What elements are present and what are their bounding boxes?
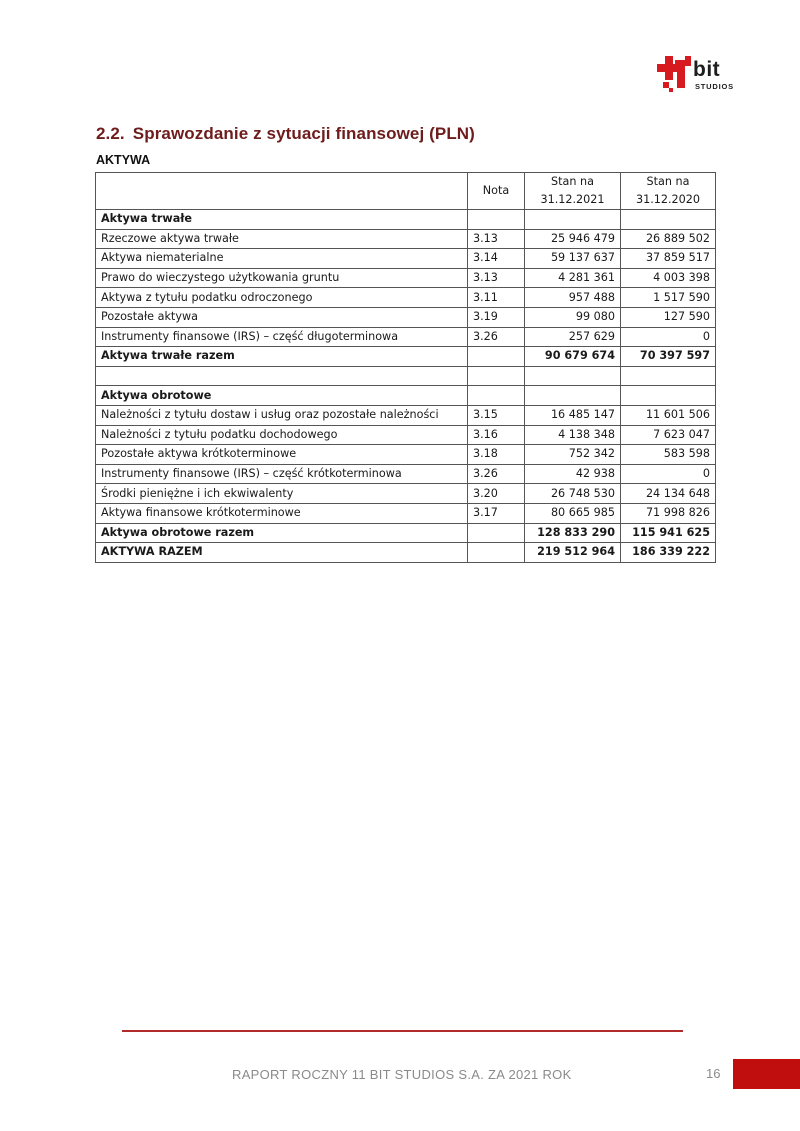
logo-mark-icon (655, 54, 695, 94)
table-row (96, 327, 716, 347)
row-value-2021: 957 488 (525, 288, 621, 308)
row-nota (468, 523, 525, 543)
logo-wordmark: bit (693, 58, 721, 81)
row-label: Pozostałe aktywa (96, 307, 468, 327)
row-label: Aktywa z tytułu podatku odroczonego (96, 288, 468, 308)
table-row (96, 268, 716, 288)
footer-divider (122, 1030, 683, 1032)
table-row (96, 229, 716, 249)
header-2020 (621, 173, 716, 210)
table-row (96, 405, 716, 425)
table-row (96, 503, 716, 523)
row-value-2020: 583 598 (621, 445, 716, 465)
row-value-2021 (525, 386, 621, 406)
row-value-2020 (621, 386, 716, 406)
table-row (96, 445, 716, 465)
row-nota (468, 366, 525, 386)
row-value-2021: 42 938 (525, 464, 621, 484)
row-value-2020 (621, 210, 716, 230)
row-nota: 3.11 (468, 288, 525, 308)
row-value-2020: 7 623 047 (621, 425, 716, 445)
row-value-2020: 4 003 398 (621, 268, 716, 288)
header-2021-line2: 31.12.2021 (540, 193, 605, 206)
table-row (96, 288, 716, 308)
row-nota: 3.13 (468, 268, 525, 288)
row-value-2021: 80 665 985 (525, 503, 621, 523)
row-value-2021: 128 833 290 (525, 523, 621, 543)
row-nota: 3.19 (468, 307, 525, 327)
row-nota: 3.15 (468, 405, 525, 425)
table-row (96, 543, 716, 563)
row-value-2021: 4 138 348 (525, 425, 621, 445)
row-label: Aktywa obrotowe razem (96, 523, 468, 543)
row-nota: 3.16 (468, 425, 525, 445)
row-label: Należności z tytułu podatku dochodowego (96, 425, 468, 445)
table-row (96, 425, 716, 445)
row-nota: 3.20 (468, 484, 525, 504)
row-value-2020: 115 941 625 (621, 523, 716, 543)
row-nota: 3.14 (468, 249, 525, 269)
row-value-2021: 59 137 637 (525, 249, 621, 269)
row-value-2021 (525, 210, 621, 230)
row-value-2020: 11 601 506 (621, 405, 716, 425)
company-logo (655, 54, 737, 100)
row-label: AKTYWA RAZEM (96, 543, 468, 563)
row-value-2020: 24 134 648 (621, 484, 716, 504)
table-header-row (96, 173, 716, 210)
row-nota (468, 347, 525, 367)
section-heading (96, 124, 475, 144)
footer-report-title: RAPORT ROCZNY 11 BIT STUDIOS S.A. ZA 2021 ROK (232, 1067, 572, 1082)
row-value-2021: 90 679 674 (525, 347, 621, 367)
row-label: Rzeczowe aktywa trwałe (96, 229, 468, 249)
row-value-2020: 1 517 590 (621, 288, 716, 308)
row-value-2020 (621, 366, 716, 386)
row-value-2021: 25 946 479 (525, 229, 621, 249)
page-accent-bar (733, 1059, 800, 1089)
page-number: 16 (706, 1066, 721, 1081)
row-nota: 3.18 (468, 445, 525, 465)
row-nota: 3.26 (468, 327, 525, 347)
table-row (96, 366, 716, 386)
header-label-cell (96, 173, 468, 210)
row-nota: 3.17 (468, 503, 525, 523)
table-subtitle: AKTYWA (96, 153, 151, 167)
row-value-2021 (525, 366, 621, 386)
row-label: Należności z tytułu dostaw i usług oraz pozostałe należności (96, 405, 468, 425)
row-nota (468, 386, 525, 406)
table-row (96, 210, 716, 230)
row-value-2020: 70 397 597 (621, 347, 716, 367)
row-label: Prawo do wieczystego użytkowania gruntu (96, 268, 468, 288)
row-value-2020: 37 859 517 (621, 249, 716, 269)
header-2021 (525, 173, 621, 210)
row-value-2021: 99 080 (525, 307, 621, 327)
row-label: Aktywa finansowe krótkoterminowe (96, 503, 468, 523)
row-value-2020: 0 (621, 464, 716, 484)
logo-subtext: STUDIOS (695, 82, 734, 91)
table-row (96, 523, 716, 543)
table-row (96, 347, 716, 367)
row-value-2020: 127 590 (621, 307, 716, 327)
row-nota: 3.13 (468, 229, 525, 249)
table-row (96, 307, 716, 327)
header-nota: Nota (468, 173, 525, 210)
row-value-2020: 186 339 222 (621, 543, 716, 563)
header-2020-line2: 31.12.2020 (635, 193, 701, 206)
row-label: Środki pieniężne i ich ekwiwalenty (96, 484, 468, 504)
row-value-2021: 26 748 530 (525, 484, 621, 504)
row-value-2021: 16 485 147 (525, 405, 621, 425)
row-nota: 3.26 (468, 464, 525, 484)
section-title: Sprawozdanie z sytuacji finansowej (PLN) (132, 124, 475, 143)
row-label: Aktywa obrotowe (96, 386, 468, 406)
row-value-2020: 0 (621, 327, 716, 347)
row-value-2021: 4 281 361 (525, 268, 621, 288)
row-label: Instrumenty finansowe (IRS) – część długoterminowa (96, 327, 468, 347)
row-value-2021: 257 629 (525, 327, 621, 347)
balance-sheet-table (95, 172, 716, 563)
table-row (96, 484, 716, 504)
row-label: Instrumenty finansowe (IRS) – część krótkoterminowa (96, 464, 468, 484)
row-value-2020: 71 998 826 (621, 503, 716, 523)
row-nota (468, 543, 525, 563)
row-nota (468, 210, 525, 230)
table-row (96, 249, 716, 269)
row-label: Aktywa trwałe razem (96, 347, 468, 367)
row-value-2021: 752 342 (525, 445, 621, 465)
table-row (96, 464, 716, 484)
header-2020-line1: Stan na (646, 175, 690, 188)
row-label (96, 366, 468, 386)
row-label: Aktywa trwałe (96, 210, 468, 230)
section-number: 2.2. (96, 124, 125, 143)
row-label: Pozostałe aktywa krótkoterminowe (96, 445, 468, 465)
header-2021-line1: Stan na (551, 175, 594, 188)
row-label: Aktywa niematerialne (96, 249, 468, 269)
row-value-2021: 219 512 964 (525, 543, 621, 563)
row-value-2020: 26 889 502 (621, 229, 716, 249)
table-row (96, 386, 716, 406)
